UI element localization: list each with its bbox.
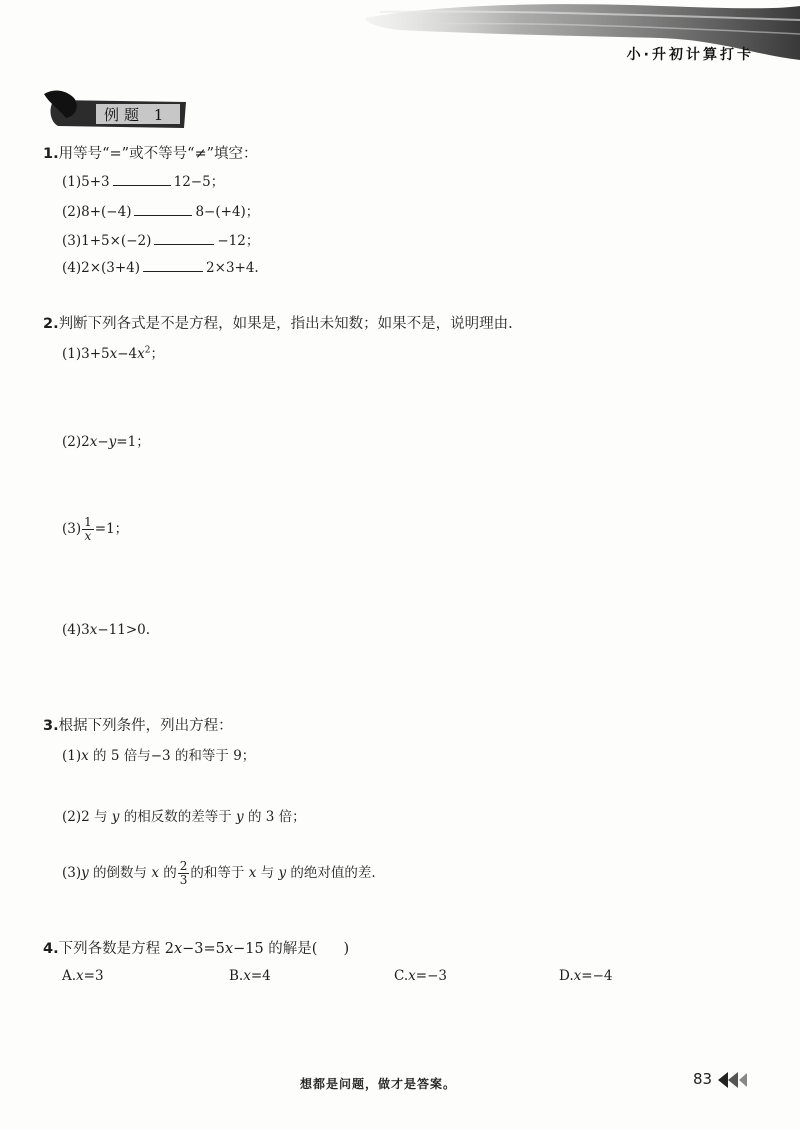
example-banner-label: 例题 1 (104, 106, 169, 124)
answer-blank[interactable] (154, 231, 214, 245)
option-value: =−3 (415, 968, 447, 984)
numerator: 2 (179, 859, 188, 873)
variable: x (89, 434, 98, 450)
page-number: 83 (693, 1070, 713, 1088)
variable: x (89, 622, 98, 638)
variable: x (109, 346, 118, 362)
fraction (178, 860, 190, 887)
variable: y (108, 434, 117, 450)
question-text: −15 的解是( (233, 941, 318, 957)
question-number: 2. (43, 316, 59, 332)
expr-part: 的和等于 (190, 865, 249, 881)
question-1-title (43, 142, 258, 163)
item-left: (3)1+5×(−2) (62, 233, 152, 249)
question-text: −3=5 (182, 941, 225, 957)
item-right: 2×3+4. (206, 260, 259, 276)
footer-motto: 想都是问题，做才是答案。 (300, 1077, 457, 1091)
question-3-title (43, 714, 233, 735)
variable: x (573, 968, 582, 984)
option-label: C. (394, 968, 409, 984)
fraction (82, 516, 94, 543)
variable: x (76, 968, 84, 984)
denominator: x (84, 529, 92, 543)
question-text: 下列各数是方程 2 (58, 941, 174, 957)
variable: y (236, 809, 244, 825)
expr-part: (4)3 (62, 622, 90, 638)
question-3-item-3 (62, 860, 376, 887)
expr-part: =1； (94, 521, 129, 537)
option-label: A. (62, 968, 77, 984)
expr-part: − (97, 434, 109, 450)
option-a[interactable] (62, 968, 104, 984)
double-chevron-left-icon (716, 1071, 748, 1089)
question-2-title (43, 312, 513, 333)
question-1-item-1 (62, 170, 224, 190)
variable: x (81, 748, 89, 764)
variable: x (248, 865, 257, 881)
book-title: 小·升初计算打卡 (626, 47, 754, 63)
answer-blank[interactable] (113, 172, 171, 186)
option-c[interactable] (394, 968, 447, 984)
expr-part: (3) (62, 521, 82, 537)
variable: y (111, 809, 120, 825)
expr-part: (2)2 与 (62, 809, 112, 825)
expr-part: 的倒数与 (88, 865, 152, 881)
item-right: 8−(+4)； (195, 204, 260, 220)
expr-part: −11>0. (97, 622, 151, 638)
item-left: (4)2×(3+4) (62, 260, 141, 276)
question-1-item-4 (62, 258, 259, 276)
expr-part: (1)3+5 (62, 346, 110, 362)
item-left: (2)8+(−4) (62, 204, 132, 220)
question-text: 判断下列各式是不是方程，如果是，指出未知数；如果不是，说明理由. (58, 316, 513, 332)
item-left: (1)5+3 (62, 174, 110, 190)
question-1-item-2 (62, 200, 259, 220)
numerator: 1 (84, 515, 92, 529)
answer-blank[interactable] (134, 202, 192, 216)
expr-part: (3) (62, 865, 82, 881)
expr-part: 的 5 倍与−3 的和等于 9； (88, 748, 256, 764)
option-value: =3 (83, 968, 104, 984)
option-d[interactable] (559, 968, 612, 984)
answer-blank[interactable] (143, 258, 203, 272)
variable: x (151, 865, 159, 881)
variable: y (278, 865, 287, 881)
expr-part: 与 (256, 865, 279, 881)
question-4-title (43, 937, 349, 958)
expr-part: 的相反数的差等于 (119, 809, 237, 825)
expr-part: 的绝对值的差. (286, 865, 376, 881)
variable: x (408, 968, 416, 984)
variable: x (224, 941, 234, 957)
expr-part: =1； (116, 434, 150, 450)
option-label: B. (229, 968, 244, 984)
question-3-item-1 (62, 744, 255, 764)
expr-part: (1) (62, 748, 82, 764)
option-label: D. (559, 968, 574, 984)
item-right: −12； (217, 233, 260, 249)
question-number: 1. (43, 146, 59, 162)
expr-part: ； (150, 346, 165, 362)
variable: y (81, 865, 89, 881)
question-number: 3. (43, 718, 59, 734)
question-3-item-2 (62, 805, 306, 825)
expr-part: (2)2 (62, 434, 90, 450)
expr-part: 的 (158, 865, 177, 881)
variable: x (137, 346, 145, 362)
variable: x (173, 941, 183, 957)
question-2-item-1 (62, 342, 164, 362)
expr-part: 的 3 倍； (243, 809, 306, 825)
exponent: 2 (144, 345, 151, 356)
question-1-item-3 (62, 229, 259, 249)
question-text: 根据下列条件，列出方程： (58, 718, 233, 734)
option-value: =−4 (581, 968, 613, 984)
question-text: 用等号“=”或不等号“≠”填空： (58, 146, 258, 162)
question-2-item-4 (62, 622, 150, 638)
variable: x (243, 968, 251, 984)
question-2-item-2 (62, 430, 150, 450)
option-b[interactable] (229, 968, 271, 984)
item-right: 12−5； (173, 174, 225, 190)
question-text: ) (343, 941, 350, 957)
denominator: 3 (179, 873, 188, 887)
option-value: =4 (250, 968, 271, 984)
question-2-item-3 (62, 516, 128, 543)
expr-part: −4 (117, 346, 138, 362)
question-number: 4. (43, 941, 59, 957)
